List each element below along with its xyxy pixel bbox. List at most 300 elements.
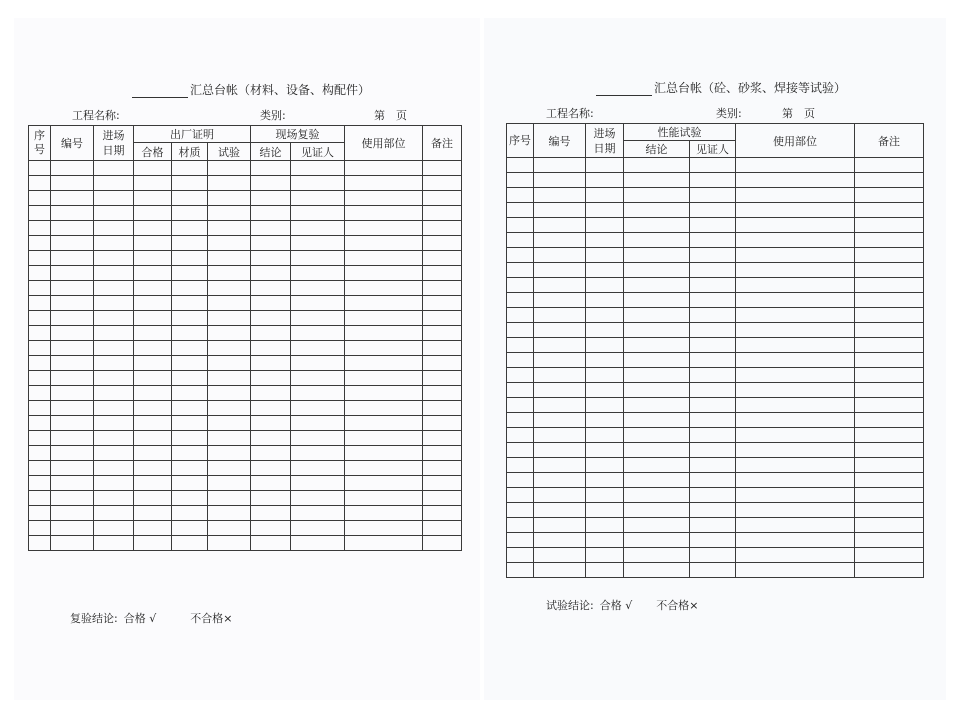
table-cell[interactable] bbox=[134, 206, 172, 221]
table-cell[interactable] bbox=[690, 488, 736, 503]
table-cell[interactable] bbox=[172, 416, 208, 431]
table-cell[interactable] bbox=[251, 161, 291, 176]
table-cell[interactable] bbox=[29, 356, 51, 371]
table-cell[interactable] bbox=[134, 161, 172, 176]
table-cell[interactable] bbox=[855, 413, 924, 428]
table-cell[interactable] bbox=[423, 251, 462, 266]
table-cell[interactable] bbox=[208, 401, 251, 416]
table-cell[interactable] bbox=[172, 161, 208, 176]
table-cell[interactable] bbox=[345, 326, 423, 341]
table-cell[interactable] bbox=[291, 191, 345, 206]
table-cell[interactable] bbox=[51, 356, 94, 371]
table-cell[interactable] bbox=[291, 161, 345, 176]
table-cell[interactable] bbox=[345, 506, 423, 521]
table-cell[interactable] bbox=[29, 206, 51, 221]
table-cell[interactable] bbox=[534, 488, 586, 503]
table-cell[interactable] bbox=[586, 413, 624, 428]
table-cell[interactable] bbox=[208, 281, 251, 296]
table-cell[interactable] bbox=[94, 341, 134, 356]
table-cell[interactable] bbox=[624, 203, 690, 218]
table-cell[interactable] bbox=[345, 371, 423, 386]
table-cell[interactable] bbox=[345, 386, 423, 401]
table-cell[interactable] bbox=[251, 356, 291, 371]
table-cell[interactable] bbox=[855, 428, 924, 443]
table-cell[interactable] bbox=[208, 521, 251, 536]
table-cell[interactable] bbox=[172, 251, 208, 266]
table-cell[interactable] bbox=[423, 506, 462, 521]
table-cell[interactable] bbox=[94, 326, 134, 341]
table-cell[interactable] bbox=[855, 563, 924, 578]
table-cell[interactable] bbox=[134, 296, 172, 311]
table-cell[interactable] bbox=[534, 338, 586, 353]
table-cell[interactable] bbox=[507, 188, 534, 203]
table-cell[interactable] bbox=[51, 191, 94, 206]
table-cell[interactable] bbox=[736, 443, 855, 458]
table-cell[interactable] bbox=[586, 563, 624, 578]
table-cell[interactable] bbox=[624, 413, 690, 428]
table-cell[interactable] bbox=[29, 431, 51, 446]
table-cell[interactable] bbox=[507, 278, 534, 293]
table-cell[interactable] bbox=[586, 308, 624, 323]
table-cell[interactable] bbox=[690, 473, 736, 488]
table-cell[interactable] bbox=[291, 401, 345, 416]
table-cell[interactable] bbox=[94, 476, 134, 491]
table-cell[interactable] bbox=[423, 431, 462, 446]
table-cell[interactable] bbox=[345, 521, 423, 536]
table-cell[interactable] bbox=[423, 446, 462, 461]
table-cell[interactable] bbox=[51, 251, 94, 266]
table-cell[interactable] bbox=[586, 173, 624, 188]
table-cell[interactable] bbox=[251, 281, 291, 296]
table-cell[interactable] bbox=[855, 353, 924, 368]
table-cell[interactable] bbox=[29, 191, 51, 206]
table-cell[interactable] bbox=[534, 203, 586, 218]
table-cell[interactable] bbox=[94, 356, 134, 371]
table-cell[interactable] bbox=[345, 461, 423, 476]
table-cell[interactable] bbox=[534, 383, 586, 398]
table-cell[interactable] bbox=[507, 443, 534, 458]
table-cell[interactable] bbox=[51, 401, 94, 416]
table-cell[interactable] bbox=[251, 536, 291, 551]
table-cell[interactable] bbox=[29, 176, 51, 191]
table-cell[interactable] bbox=[345, 251, 423, 266]
table-cell[interactable] bbox=[534, 533, 586, 548]
table-cell[interactable] bbox=[208, 251, 251, 266]
table-cell[interactable] bbox=[690, 413, 736, 428]
table-cell[interactable] bbox=[534, 443, 586, 458]
table-cell[interactable] bbox=[29, 341, 51, 356]
table-cell[interactable] bbox=[134, 416, 172, 431]
table-cell[interactable] bbox=[507, 518, 534, 533]
table-cell[interactable] bbox=[624, 293, 690, 308]
table-cell[interactable] bbox=[172, 491, 208, 506]
table-cell[interactable] bbox=[172, 236, 208, 251]
table-cell[interactable] bbox=[586, 533, 624, 548]
table-cell[interactable] bbox=[134, 281, 172, 296]
table-cell[interactable] bbox=[534, 233, 586, 248]
table-cell[interactable] bbox=[345, 281, 423, 296]
table-cell[interactable] bbox=[534, 518, 586, 533]
table-cell[interactable] bbox=[423, 491, 462, 506]
table-cell[interactable] bbox=[534, 173, 586, 188]
table-cell[interactable] bbox=[208, 176, 251, 191]
table-cell[interactable] bbox=[423, 326, 462, 341]
table-cell[interactable] bbox=[586, 263, 624, 278]
table-cell[interactable] bbox=[29, 311, 51, 326]
table-cell[interactable] bbox=[29, 446, 51, 461]
table-cell[interactable] bbox=[624, 518, 690, 533]
table-cell[interactable] bbox=[855, 443, 924, 458]
table-cell[interactable] bbox=[855, 263, 924, 278]
table-cell[interactable] bbox=[172, 281, 208, 296]
table-cell[interactable] bbox=[624, 158, 690, 173]
table-cell[interactable] bbox=[208, 236, 251, 251]
table-cell[interactable] bbox=[624, 263, 690, 278]
table-cell[interactable] bbox=[690, 188, 736, 203]
table-cell[interactable] bbox=[690, 503, 736, 518]
table-cell[interactable] bbox=[291, 386, 345, 401]
table-cell[interactable] bbox=[690, 353, 736, 368]
table-cell[interactable] bbox=[507, 413, 534, 428]
table-cell[interactable] bbox=[51, 446, 94, 461]
table-cell[interactable] bbox=[736, 353, 855, 368]
table-cell[interactable] bbox=[172, 506, 208, 521]
table-cell[interactable] bbox=[172, 326, 208, 341]
table-cell[interactable] bbox=[251, 341, 291, 356]
table-cell[interactable] bbox=[624, 383, 690, 398]
table-cell[interactable] bbox=[251, 191, 291, 206]
table-cell[interactable] bbox=[855, 398, 924, 413]
table-cell[interactable] bbox=[251, 371, 291, 386]
table-cell[interactable] bbox=[51, 506, 94, 521]
table-cell[interactable] bbox=[291, 371, 345, 386]
table-cell[interactable] bbox=[586, 548, 624, 563]
table-cell[interactable] bbox=[291, 461, 345, 476]
table-cell[interactable] bbox=[51, 341, 94, 356]
table-cell[interactable] bbox=[855, 173, 924, 188]
table-cell[interactable] bbox=[507, 398, 534, 413]
table-cell[interactable] bbox=[690, 323, 736, 338]
table-cell[interactable] bbox=[51, 266, 94, 281]
table-cell[interactable] bbox=[345, 446, 423, 461]
table-cell[interactable] bbox=[172, 341, 208, 356]
table-cell[interactable] bbox=[586, 443, 624, 458]
table-cell[interactable] bbox=[690, 443, 736, 458]
table-cell[interactable] bbox=[94, 221, 134, 236]
table-cell[interactable] bbox=[736, 383, 855, 398]
table-cell[interactable] bbox=[586, 398, 624, 413]
table-cell[interactable] bbox=[855, 488, 924, 503]
table-cell[interactable] bbox=[29, 476, 51, 491]
table-cell[interactable] bbox=[51, 371, 94, 386]
table-cell[interactable] bbox=[134, 191, 172, 206]
table-cell[interactable] bbox=[624, 278, 690, 293]
table-cell[interactable] bbox=[345, 191, 423, 206]
table-cell[interactable] bbox=[251, 386, 291, 401]
table-cell[interactable] bbox=[586, 338, 624, 353]
table-cell[interactable] bbox=[855, 503, 924, 518]
table-cell[interactable] bbox=[736, 218, 855, 233]
table-cell[interactable] bbox=[134, 371, 172, 386]
table-cell[interactable] bbox=[291, 356, 345, 371]
table-cell[interactable] bbox=[690, 458, 736, 473]
table-cell[interactable] bbox=[94, 206, 134, 221]
table-cell[interactable] bbox=[251, 311, 291, 326]
table-cell[interactable] bbox=[29, 281, 51, 296]
table-cell[interactable] bbox=[423, 191, 462, 206]
table-cell[interactable] bbox=[208, 191, 251, 206]
table-cell[interactable] bbox=[507, 488, 534, 503]
table-cell[interactable] bbox=[208, 326, 251, 341]
table-cell[interactable] bbox=[134, 251, 172, 266]
table-cell[interactable] bbox=[134, 461, 172, 476]
table-cell[interactable] bbox=[624, 188, 690, 203]
table-cell[interactable] bbox=[423, 371, 462, 386]
table-cell[interactable] bbox=[172, 536, 208, 551]
table-cell[interactable] bbox=[29, 371, 51, 386]
table-cell[interactable] bbox=[345, 311, 423, 326]
table-cell[interactable] bbox=[507, 308, 534, 323]
table-cell[interactable] bbox=[291, 416, 345, 431]
table-cell[interactable] bbox=[134, 521, 172, 536]
table-cell[interactable] bbox=[94, 281, 134, 296]
table-cell[interactable] bbox=[586, 293, 624, 308]
table-cell[interactable] bbox=[134, 221, 172, 236]
table-cell[interactable] bbox=[423, 236, 462, 251]
table-cell[interactable] bbox=[291, 311, 345, 326]
table-cell[interactable] bbox=[736, 473, 855, 488]
table-cell[interactable] bbox=[29, 266, 51, 281]
table-cell[interactable] bbox=[690, 338, 736, 353]
table-cell[interactable] bbox=[586, 518, 624, 533]
table-cell[interactable] bbox=[586, 248, 624, 263]
table-cell[interactable] bbox=[423, 476, 462, 491]
table-cell[interactable] bbox=[134, 536, 172, 551]
table-cell[interactable] bbox=[291, 206, 345, 221]
table-cell[interactable] bbox=[507, 428, 534, 443]
table-cell[interactable] bbox=[208, 296, 251, 311]
table-cell[interactable] bbox=[690, 293, 736, 308]
table-cell[interactable] bbox=[736, 203, 855, 218]
table-cell[interactable] bbox=[690, 308, 736, 323]
table-cell[interactable] bbox=[736, 563, 855, 578]
table-cell[interactable] bbox=[507, 218, 534, 233]
table-cell[interactable] bbox=[29, 416, 51, 431]
table-cell[interactable] bbox=[690, 263, 736, 278]
table-cell[interactable] bbox=[251, 521, 291, 536]
table-cell[interactable] bbox=[736, 173, 855, 188]
table-cell[interactable] bbox=[624, 173, 690, 188]
table-cell[interactable] bbox=[736, 338, 855, 353]
table-cell[interactable] bbox=[690, 248, 736, 263]
table-cell[interactable] bbox=[507, 563, 534, 578]
table-cell[interactable] bbox=[345, 341, 423, 356]
table-cell[interactable] bbox=[29, 506, 51, 521]
table-cell[interactable] bbox=[586, 323, 624, 338]
table-cell[interactable] bbox=[345, 161, 423, 176]
table-cell[interactable] bbox=[624, 233, 690, 248]
table-cell[interactable] bbox=[134, 446, 172, 461]
table-cell[interactable] bbox=[94, 446, 134, 461]
table-cell[interactable] bbox=[208, 506, 251, 521]
table-cell[interactable] bbox=[624, 218, 690, 233]
table-cell[interactable] bbox=[736, 368, 855, 383]
table-cell[interactable] bbox=[534, 158, 586, 173]
table-cell[interactable] bbox=[291, 341, 345, 356]
table-cell[interactable] bbox=[507, 533, 534, 548]
table-cell[interactable] bbox=[690, 428, 736, 443]
table-cell[interactable] bbox=[423, 386, 462, 401]
table-cell[interactable] bbox=[736, 158, 855, 173]
table-cell[interactable] bbox=[423, 536, 462, 551]
table-cell[interactable] bbox=[208, 371, 251, 386]
table-cell[interactable] bbox=[251, 461, 291, 476]
table-cell[interactable] bbox=[51, 461, 94, 476]
table-cell[interactable] bbox=[624, 548, 690, 563]
table-cell[interactable] bbox=[855, 188, 924, 203]
table-cell[interactable] bbox=[534, 278, 586, 293]
table-cell[interactable] bbox=[624, 488, 690, 503]
table-cell[interactable] bbox=[534, 218, 586, 233]
table-cell[interactable] bbox=[51, 176, 94, 191]
table-cell[interactable] bbox=[690, 278, 736, 293]
table-cell[interactable] bbox=[586, 188, 624, 203]
table-cell[interactable] bbox=[134, 236, 172, 251]
table-cell[interactable] bbox=[736, 308, 855, 323]
table-cell[interactable] bbox=[507, 248, 534, 263]
table-cell[interactable] bbox=[291, 266, 345, 281]
table-cell[interactable] bbox=[172, 296, 208, 311]
table-cell[interactable] bbox=[291, 236, 345, 251]
table-cell[interactable] bbox=[51, 221, 94, 236]
table-cell[interactable] bbox=[736, 413, 855, 428]
table-cell[interactable] bbox=[855, 203, 924, 218]
table-cell[interactable] bbox=[51, 491, 94, 506]
table-cell[interactable] bbox=[172, 356, 208, 371]
table-cell[interactable] bbox=[208, 461, 251, 476]
table-cell[interactable] bbox=[94, 461, 134, 476]
table-cell[interactable] bbox=[134, 176, 172, 191]
table-cell[interactable] bbox=[51, 236, 94, 251]
table-cell[interactable] bbox=[586, 458, 624, 473]
table-cell[interactable] bbox=[624, 308, 690, 323]
table-cell[interactable] bbox=[291, 251, 345, 266]
table-cell[interactable] bbox=[251, 476, 291, 491]
table-cell[interactable] bbox=[855, 278, 924, 293]
table-cell[interactable] bbox=[624, 338, 690, 353]
table-cell[interactable] bbox=[291, 431, 345, 446]
table-cell[interactable] bbox=[172, 446, 208, 461]
table-cell[interactable] bbox=[291, 536, 345, 551]
table-cell[interactable] bbox=[855, 338, 924, 353]
table-cell[interactable] bbox=[251, 176, 291, 191]
table-cell[interactable] bbox=[855, 233, 924, 248]
table-cell[interactable] bbox=[624, 353, 690, 368]
table-cell[interactable] bbox=[586, 353, 624, 368]
table-cell[interactable] bbox=[736, 323, 855, 338]
table-cell[interactable] bbox=[208, 491, 251, 506]
table-cell[interactable] bbox=[507, 548, 534, 563]
table-cell[interactable] bbox=[345, 266, 423, 281]
table-cell[interactable] bbox=[736, 548, 855, 563]
table-cell[interactable] bbox=[208, 356, 251, 371]
table-cell[interactable] bbox=[507, 233, 534, 248]
table-cell[interactable] bbox=[855, 218, 924, 233]
table-cell[interactable] bbox=[29, 521, 51, 536]
table-cell[interactable] bbox=[423, 221, 462, 236]
table-cell[interactable] bbox=[586, 428, 624, 443]
table-cell[interactable] bbox=[208, 266, 251, 281]
table-cell[interactable] bbox=[736, 398, 855, 413]
table-cell[interactable] bbox=[134, 266, 172, 281]
table-cell[interactable] bbox=[51, 416, 94, 431]
table-cell[interactable] bbox=[855, 533, 924, 548]
table-cell[interactable] bbox=[690, 173, 736, 188]
table-cell[interactable] bbox=[507, 173, 534, 188]
table-cell[interactable] bbox=[624, 473, 690, 488]
table-cell[interactable] bbox=[507, 473, 534, 488]
table-cell[interactable] bbox=[29, 401, 51, 416]
table-cell[interactable] bbox=[208, 311, 251, 326]
table-cell[interactable] bbox=[251, 446, 291, 461]
table-cell[interactable] bbox=[736, 533, 855, 548]
table-cell[interactable] bbox=[172, 311, 208, 326]
table-cell[interactable] bbox=[345, 416, 423, 431]
table-cell[interactable] bbox=[507, 203, 534, 218]
table-cell[interactable] bbox=[855, 548, 924, 563]
table-cell[interactable] bbox=[172, 476, 208, 491]
table-cell[interactable] bbox=[534, 458, 586, 473]
table-cell[interactable] bbox=[291, 221, 345, 236]
table-cell[interactable] bbox=[51, 281, 94, 296]
table-cell[interactable] bbox=[507, 293, 534, 308]
table-cell[interactable] bbox=[29, 326, 51, 341]
table-cell[interactable] bbox=[172, 176, 208, 191]
table-cell[interactable] bbox=[534, 308, 586, 323]
table-cell[interactable] bbox=[534, 263, 586, 278]
table-cell[interactable] bbox=[134, 311, 172, 326]
table-cell[interactable] bbox=[534, 473, 586, 488]
table-cell[interactable] bbox=[586, 488, 624, 503]
table-cell[interactable] bbox=[345, 236, 423, 251]
table-cell[interactable] bbox=[291, 476, 345, 491]
table-cell[interactable] bbox=[251, 491, 291, 506]
table-cell[interactable] bbox=[208, 341, 251, 356]
table-cell[interactable] bbox=[51, 536, 94, 551]
table-cell[interactable] bbox=[251, 206, 291, 221]
table-cell[interactable] bbox=[586, 218, 624, 233]
table-cell[interactable] bbox=[208, 431, 251, 446]
table-cell[interactable] bbox=[423, 281, 462, 296]
table-cell[interactable] bbox=[208, 536, 251, 551]
table-cell[interactable] bbox=[507, 338, 534, 353]
table-cell[interactable] bbox=[291, 506, 345, 521]
table-cell[interactable] bbox=[29, 236, 51, 251]
table-cell[interactable] bbox=[534, 323, 586, 338]
table-cell[interactable] bbox=[586, 503, 624, 518]
table-cell[interactable] bbox=[208, 416, 251, 431]
table-cell[interactable] bbox=[208, 161, 251, 176]
table-cell[interactable] bbox=[690, 218, 736, 233]
table-cell[interactable] bbox=[624, 398, 690, 413]
table-cell[interactable] bbox=[172, 431, 208, 446]
table-cell[interactable] bbox=[208, 221, 251, 236]
table-cell[interactable] bbox=[94, 191, 134, 206]
table-cell[interactable] bbox=[423, 266, 462, 281]
table-cell[interactable] bbox=[534, 413, 586, 428]
table-cell[interactable] bbox=[251, 506, 291, 521]
table-cell[interactable] bbox=[134, 491, 172, 506]
